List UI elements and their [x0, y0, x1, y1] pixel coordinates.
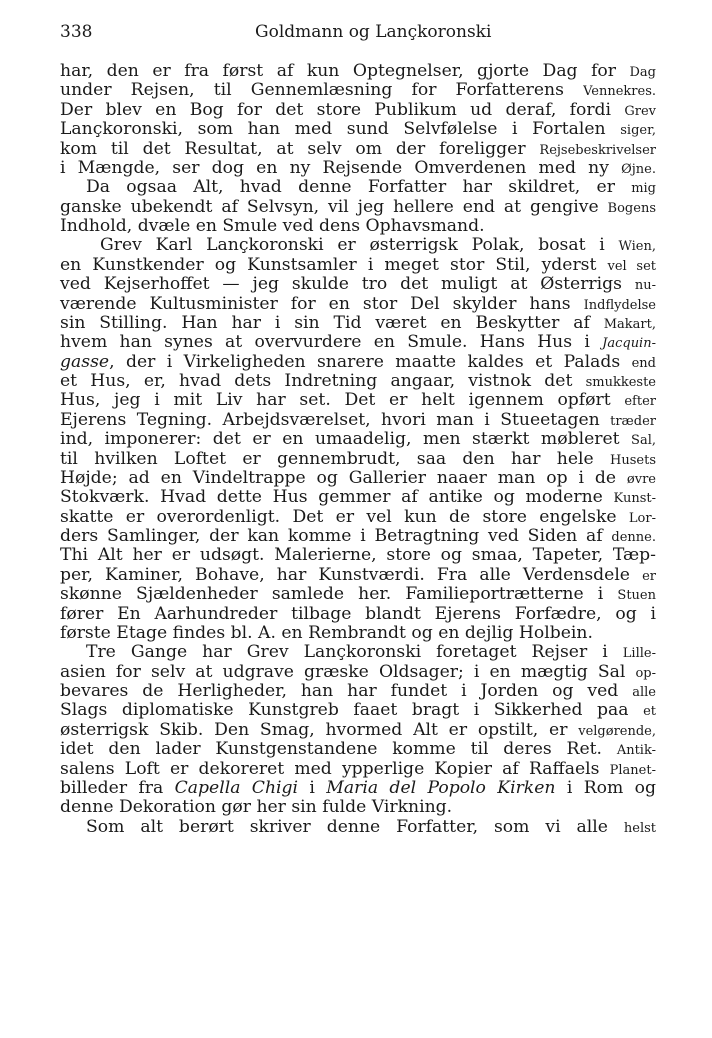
text-line: et Hus, er, hvad dets Indretning angaar, vistnok det smukkeste — [60, 371, 656, 391]
page-header — [60, 22, 660, 46]
text-line: Hus, jeg i mit Liv har set. Det er helt igennem opført efter — [60, 390, 656, 411]
text-line: Stokværk. Hvad dette Hus gemmer af antike og moderne Kunst- — [60, 487, 656, 508]
text-line: Thi Alt her er udsøgt. Malerierne, store og smaa, Tapeter, Tæp- — [60, 545, 656, 566]
text-line: Indhold, dvæle en Smule ved dens Ophavsmand. — [60, 216, 485, 236]
text-line: under Rejsen, til Gennemlæsning for Forfatterens Vennekres. — [60, 80, 656, 101]
text-line: per, Kaminer, Bohave, har Kunstværdi. Fra alle Verdensdele er — [60, 564, 656, 585]
text-line: østerrigsk Skib. Den Smag, hvormed Alt er opstilt, er velgørende, — [60, 719, 656, 740]
text-line: Der blev en Bog for det store Publikum ud deraf, fordi Grev — [60, 99, 656, 120]
text-line: sin Stilling. Han har i sin Tid været en Beskytter af Makart, — [60, 312, 656, 333]
text-line: asien for selv at udgrave græske Oldsager; i en mægtig Sal op- — [60, 661, 656, 682]
text-line: denne Dekoration gør her sin fulde Virkning. — [60, 797, 453, 818]
text-line: værende Kultusminister for en stor Del skylder hans Indflydelse — [60, 293, 656, 314]
text-line: kom til det Resultat, at selv om der foreligger Rejsebeskrivelser — [60, 138, 656, 159]
text-line: ganske ubekendt af Selvsyn, vil jeg hellere end at gengive Bogens — [60, 196, 656, 217]
text-line: til hvilken Loftet er gennembrudt, saa den har hele Husets — [60, 448, 656, 469]
text-line: billeder fra Capella Chigi i Maria del Popolo Kirken i Rom og — [60, 777, 656, 798]
text-line: ind, imponerer: det er en umaadelig, men stærkt møbleret Sal, — [60, 429, 656, 450]
text-line: Slags diplomatiske Kunstgreb faaet bragt i Sikkerhed paa et — [60, 700, 656, 721]
text-line: første Etage findes bl. A. en Rembrandt og en dejlig Holbein. — [60, 622, 593, 643]
text-line: i Mængde, ser dog en ny Rejsende Omverdenen med ny Øjne. — [60, 157, 656, 178]
text-line: salens Loft er dekoreret med ypperlige Kopier af Raffaels Planet- — [60, 758, 656, 779]
text-line: Ejerens Tegning. Arbejdsværelset, hvori man i Stueetagen træder — [60, 409, 656, 430]
text-line: Tre Gange har Grev Lançkoronski foretaget Rejser i Lille- — [86, 642, 656, 663]
text-line: Grev Karl Lançkoronski er østerrigsk Polak, bosat i Wien, — [100, 235, 656, 256]
body-text — [60, 62, 656, 837]
text-line: Som alt berørt skriver denne Forfatter, som vi alle helst — [86, 816, 656, 837]
text-line: skønne Sjældenheder samlede her. Familieportrætterne i Stuen — [60, 584, 656, 605]
text-line: bevares de Herligheder, han har fundet i Jorden og ved alle — [60, 681, 656, 701]
page-number: 338 — [60, 22, 93, 42]
text-line: Lançkoronski, som han med sund Selvfølelse i Fortalen siger, — [60, 119, 656, 140]
text-line: en Kunstkender og Kunstsamler i meget stor Stil, yderst vel set — [60, 254, 656, 275]
text-line: gasse, der i Virkeligheden snarere maatte kaldes et Palads end — [60, 351, 656, 372]
text-line: Højde; ad en Vindeltrappe og Gallerier naaer man op i de øvre — [60, 467, 656, 488]
text-line: skatte er overordenligt. Det er vel kun de store engelske Lor- — [60, 506, 656, 527]
text-line: idet den lader Kunstgenstandene komme til deres Ret. Antik- — [60, 739, 656, 760]
text-line: ved Kejserhoffet — jeg skulde tro det muligt at Østerrigs nu- — [60, 274, 656, 295]
text-line: hvem han synes at overvurdere en Smule. Hans Hus i Jacquin- — [60, 332, 656, 353]
text-line: har, den er fra først af kun Optegnelser, gjorte Dag for Dag — [60, 61, 656, 81]
running-title: Goldmann og Lançkoronski — [255, 22, 492, 42]
text-line: fører En Aarhundreder tilbage blandt Ejerens Forfædre, og i — [60, 603, 656, 624]
text-line: Da ogsaa Alt, hvad denne Forfatter har skildret, er mig — [86, 177, 656, 198]
text-line: ders Samlinger, der kan komme i Betragtning ved Siden af denne. — [60, 526, 656, 546]
